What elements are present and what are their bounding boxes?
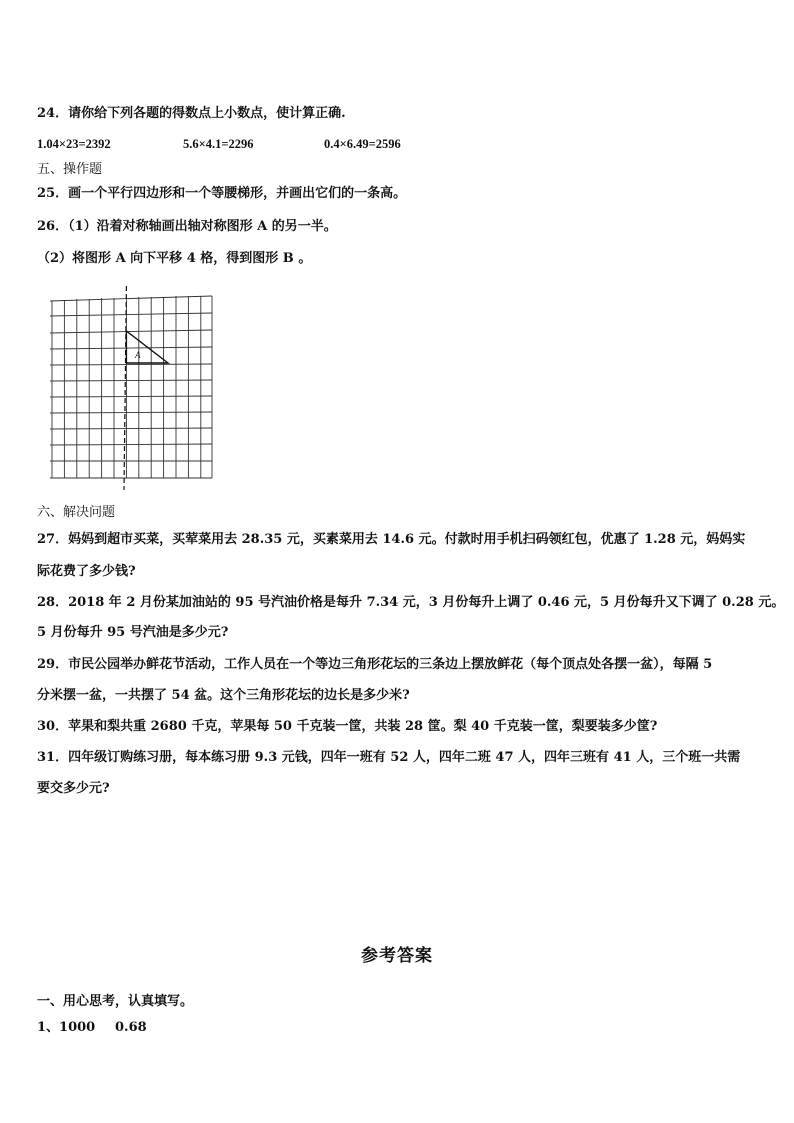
question-25: 25．画一个平行四边形和一个等腰梯形，并画出它们的一条高。 <box>37 186 407 201</box>
answer-1-value: 0.68 <box>115 1020 147 1035</box>
question-29-line-1: 29．市民公园举办鲜花节活动，工作人员在一个等边三角形花坛的三条边上摆放鲜花（每个顶点处各摆一盆），每隔 5 <box>37 657 713 672</box>
question-27-line-2: 际花费了多少钱? <box>37 564 136 579</box>
question-29-line-2: 分米摆一盆，一共摆了 54 盆。这个三角形花坛的边长是多少米? <box>37 688 410 703</box>
grid-figure <box>40 286 220 491</box>
question-31-line-1: 31．四年级订购练习册，每本练习册 9.3 元钱，四年一班有 52 人，四年二班 47 人，四年三班有 41 人，三个班一共需 <box>37 750 741 765</box>
grid-lines <box>50 296 212 478</box>
answers-title: 参考答案 <box>361 946 433 966</box>
question-26-part-1: 26．（1）沿着对称轴画出轴对称图形 A 的另一半。 <box>37 219 337 234</box>
shape-a <box>126 331 168 363</box>
equation-3: 0.4×6.49=2596 <box>324 137 401 151</box>
section-5-heading: 五、操作题 <box>37 162 103 177</box>
equation-1: 1.04×23=2392 <box>37 137 111 151</box>
equation-2: 5.6×4.1=2296 <box>183 137 254 151</box>
question-28-line-2: 5 月份每升 95 号汽油是多少元? <box>37 625 229 640</box>
question-27-line-1: 27．妈妈到超市买菜，买荤菜用去 28.35 元，买素菜用去 14.6 元。付款时用手机扫码领红包，优惠了 1.28 元，妈妈实 <box>37 532 746 547</box>
question-30: 30．苹果和梨共重 2680 千克，苹果每 50 千克装一筐，共装 28 筐。梨 40 千克装一筐，梨要装多少筐? <box>37 719 658 734</box>
section-6-heading: 六、解决问题 <box>37 505 116 520</box>
question-26-part-2: （2）将图形 A 向下平移 4 格，得到图形 B 。 <box>37 251 312 266</box>
answer-1-number: 1、1000 <box>37 1020 96 1035</box>
question-28-line-1: 28．2018 年 2 月份某加油站的 95 号汽油价格是每升 7.34 元，3 月份每升上调了 0.46 元，5 月份每升又下调了 0.28 元。 <box>37 595 785 610</box>
question-24: 24．请你给下列各题的得数点上小数点，使计算正确. <box>37 106 346 121</box>
question-31-line-2: 要交多少元? <box>37 781 110 796</box>
answers-section-1: 一、用心思考，认真填写。 <box>37 994 194 1009</box>
shape-a-label: A <box>135 350 141 360</box>
